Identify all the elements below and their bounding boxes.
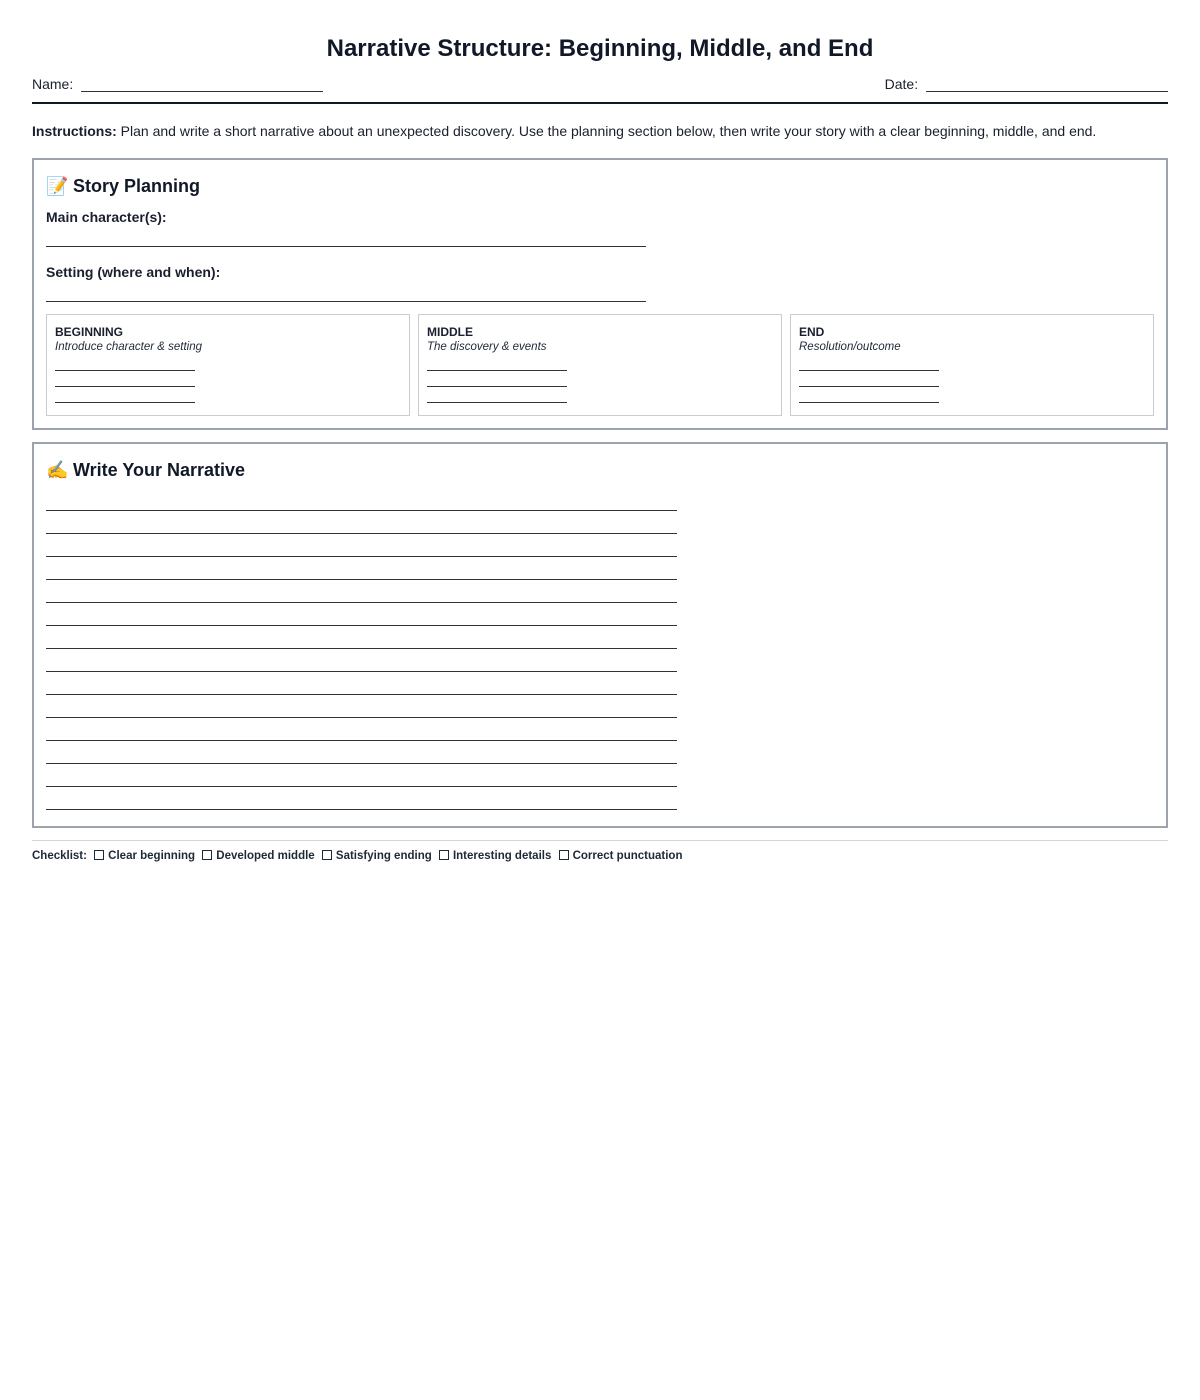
name-blank[interactable] [81,77,323,92]
name-label: Name: [32,76,74,92]
beginning-line[interactable] [55,370,195,371]
end-subtitle: Resolution/outcome [799,341,901,353]
checkbox[interactable] [202,850,212,860]
end-line[interactable] [799,402,939,403]
writing-line[interactable] [46,809,677,810]
beginning-line[interactable] [55,386,195,387]
middle-line[interactable] [427,386,567,387]
middle-line[interactable] [427,402,567,403]
setting-label: Setting (where and when): [46,264,221,280]
name-field [32,76,323,92]
checklist-item-label: Developed middle [216,850,315,862]
writing-line[interactable] [46,625,677,626]
beginning-heading: BEGINNING [55,325,124,339]
write-narrative-panel [32,442,1168,828]
writing-hand-icon: ✍️ [46,460,69,480]
checklist-item-label: Interesting details [452,850,552,862]
header-row [32,76,1168,104]
end-heading: END [799,325,825,339]
writing-line[interactable] [46,602,677,603]
writing-line[interactable] [46,740,677,741]
instructions [32,122,1168,140]
middle-line[interactable] [427,370,567,371]
checklist [32,840,1168,862]
writing-line[interactable] [46,694,677,695]
page-title: Narrative Structure: Beginning, Middle, and End [326,35,874,62]
writing-line[interactable] [46,556,677,557]
beginning-line[interactable] [55,402,195,403]
checkbox[interactable] [322,850,332,860]
write-narrative-title: Write Your Narrative [73,460,246,480]
main-character-line[interactable] [46,246,646,247]
writing-line[interactable] [46,533,677,534]
checklist-item-label: Clear beginning [108,850,196,862]
checkbox[interactable] [439,850,449,860]
middle-heading: MIDDLE [427,325,473,339]
checklist-items [90,850,682,862]
middle-subtitle: The discovery & events [427,341,547,353]
story-planning-title: Story Planning [73,176,201,196]
checklist-item-label: Satisfying ending [335,850,432,862]
beginning-column [46,314,410,416]
writing-line[interactable] [46,579,677,580]
instructions-label: Instructions: [32,123,117,139]
story-planning-panel [32,158,1168,430]
writing-line[interactable] [46,510,677,511]
writing-lines [46,510,1154,814]
writing-line[interactable] [46,763,677,764]
writing-line[interactable] [46,671,677,672]
memo-icon: 📝 [46,176,69,196]
checkbox[interactable] [559,850,569,860]
instructions-text: Plan and write a short narrative about an unexpected discovery. Use the planning section below, then write your story with a clear beginning, middle, and end. [120,123,1097,139]
main-character-label: Main character(s): [46,209,167,225]
checkbox[interactable] [94,850,104,860]
structure-columns [46,314,1154,416]
setting-line[interactable] [46,301,646,302]
end-column [790,314,1154,416]
checklist-label: Checklist: [32,850,87,862]
date-blank[interactable] [926,77,1168,92]
end-line[interactable] [799,370,939,371]
middle-column [418,314,782,416]
checklist-item-label: Correct punctuation [572,850,683,862]
write-narrative-heading [46,458,1154,482]
writing-line[interactable] [46,648,677,649]
date-label: Date: [884,76,919,92]
beginning-subtitle: Introduce character & setting [55,341,203,353]
writing-line[interactable] [46,717,677,718]
end-line[interactable] [799,386,939,387]
date-field [885,76,1168,92]
writing-line[interactable] [46,786,677,787]
story-planning-heading [46,174,1154,198]
